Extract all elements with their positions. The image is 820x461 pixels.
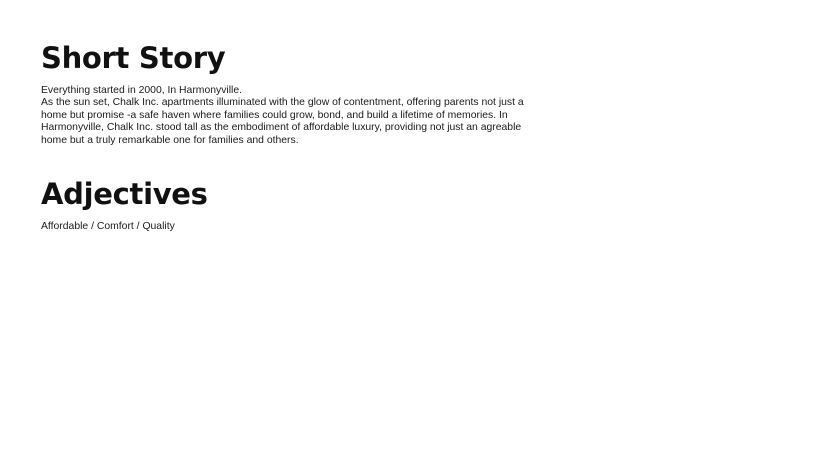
short-story-heading: Short Story — [41, 41, 226, 75]
story-intro: Everything started in 2000, In Harmonyville. — [41, 85, 242, 96]
short-story-text — [41, 85, 541, 147]
adjectives-list: Affordable / Comfort / Quality — [41, 221, 175, 232]
adjectives-heading: Adjectives — [41, 177, 208, 211]
story-paragraph: As the sun set, Chalk Inc. apartments illuminated with the glow of contentment, offering parents not just a home but promise -a safe haven where families could grow, bond, and build a lifetime of memories. In Harmonyville, Chalk Inc. stood tall as the embodiment of affordable luxury, providing not just an agreable home but a truly remarkable one for families and others. — [41, 97, 524, 146]
